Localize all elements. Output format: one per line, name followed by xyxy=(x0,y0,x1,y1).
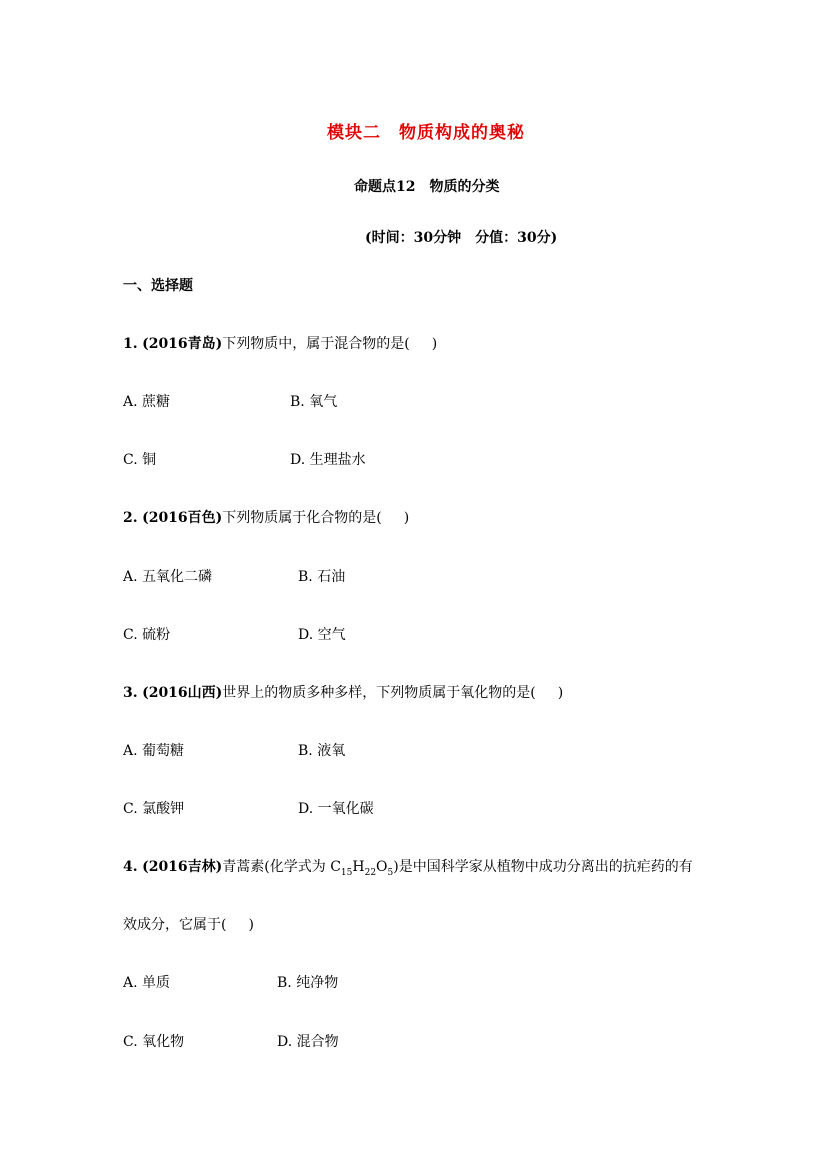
question-stem: 效成分，它属于( xyxy=(123,917,227,933)
formula-element: O xyxy=(376,859,388,875)
option-b[interactable]: B. 液氧 xyxy=(298,743,346,759)
option-b[interactable]: B. 纯净物 xyxy=(277,975,339,991)
option-a[interactable]: A. 蔗糖 xyxy=(123,394,171,410)
question-source: (2016青岛) xyxy=(142,336,223,352)
page-title: 模块二 物质构成的奥秘 xyxy=(327,123,525,143)
question-close: ) xyxy=(557,685,564,701)
option-b[interactable]: B. 石油 xyxy=(298,569,346,585)
option-a[interactable]: A. 葡萄糖 xyxy=(123,743,185,759)
option-c[interactable]: C. 铜 xyxy=(123,452,157,468)
question-4 xyxy=(123,856,693,878)
question-number: 4. xyxy=(123,859,138,875)
question-stem: )是中国科学家从植物中成功分离出的抗疟药的有 xyxy=(393,859,693,875)
question-stem: 下列物质属于化合物的是( xyxy=(222,510,382,526)
option-d[interactable]: D. 混合物 xyxy=(277,1034,339,1050)
question-stem: 青蒿素(化学式为 C xyxy=(222,859,341,875)
option-c[interactable]: C. 氯酸钾 xyxy=(123,801,185,817)
option-a[interactable]: A. 单质 xyxy=(123,975,171,991)
question-source: (2016百色) xyxy=(142,510,223,526)
question-stem: 下列物质中，属于混合物的是( xyxy=(222,336,410,352)
question-source: (2016山西) xyxy=(142,685,223,701)
question-close: ) xyxy=(403,510,410,526)
formula-subscript: 22 xyxy=(364,867,377,878)
question-source: (2016吉林) xyxy=(142,859,223,875)
question-2 xyxy=(123,507,409,527)
option-d[interactable]: D. 空气 xyxy=(298,627,346,643)
question-number: 3. xyxy=(123,685,138,701)
formula-subscript: 5 xyxy=(387,867,394,878)
question-4-line2 xyxy=(123,914,254,934)
option-b[interactable]: B. 氧气 xyxy=(290,394,338,410)
formula-element: H xyxy=(352,859,365,875)
time-info: (时间：30分钟 分值：30分) xyxy=(365,230,558,246)
topic-subtitle: 命题点12 物质的分类 xyxy=(354,179,500,195)
question-3 xyxy=(123,682,563,702)
question-number: 2. xyxy=(123,510,138,526)
option-a[interactable]: A. 五氧化二磷 xyxy=(123,569,213,585)
option-d[interactable]: D. 生理盐水 xyxy=(290,452,366,468)
question-close: ) xyxy=(248,917,254,933)
section-heading: 一、选择题 xyxy=(123,278,193,294)
question-stem: 世界上的物质多种多样，下列物质属于氧化物的是( xyxy=(222,685,536,701)
option-d[interactable]: D. 一氧化碳 xyxy=(298,801,374,817)
formula-subscript: 15 xyxy=(340,867,353,878)
question-close: ) xyxy=(431,336,438,352)
question-number: 1. xyxy=(123,336,138,352)
option-c[interactable]: C. 氧化物 xyxy=(123,1034,185,1050)
option-c[interactable]: C. 硫粉 xyxy=(123,627,171,643)
question-1 xyxy=(123,333,437,353)
